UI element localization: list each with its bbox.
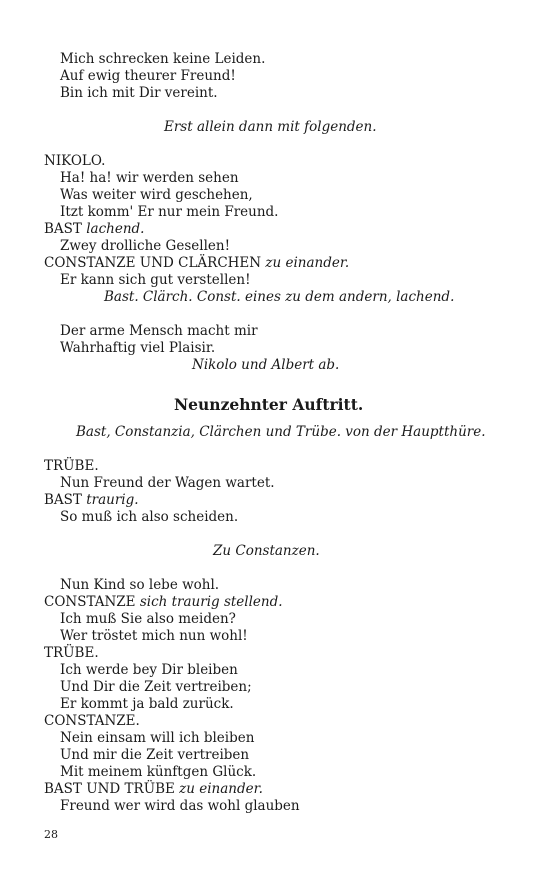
speaker-name: CONSTANZE. [44, 713, 140, 729]
speaker-name: CONSTANZE [44, 594, 136, 610]
stage-direction: Zu Constanzen. [213, 543, 320, 559]
speaker-line [44, 221, 144, 238]
stage-direction: Nikolo und Albert ab. [192, 357, 340, 373]
speaker-name: TRÜBE. [44, 645, 99, 661]
speaker-direction: traurig. [86, 492, 139, 508]
speaker-name: BAST UND TRÜBE [44, 781, 175, 797]
verse-line: Mit meinem künftgen Glück. [60, 764, 257, 780]
speaker-name: CONSTANZE UND CLÄRCHEN [44, 255, 262, 271]
verse-line: Und mir die Zeit vertreiben [60, 747, 250, 763]
speaker-line [44, 492, 139, 509]
verse-line: Er kann sich gut verstellen! [60, 272, 251, 288]
verse-line: Wer tröstet mich nun wohl! [60, 628, 248, 644]
verse-line: Bin ich mit Dir vereint. [60, 85, 218, 101]
speaker-name: BAST [44, 492, 82, 508]
verse-line: Nun Freund der Wagen wartet. [60, 475, 275, 491]
verse-line: Der arme Mensch macht mir [60, 323, 258, 339]
stage-direction: Bast. Clärch. Const. eines zu dem andern, lachend. [104, 289, 455, 305]
verse-line: Auf ewig theurer Freund! [60, 68, 236, 84]
speaker-direction: zu einander. [265, 255, 350, 271]
speaker-direction: lachend. [86, 221, 145, 237]
verse-line: Was weiter wird geschehen, [60, 187, 253, 203]
verse-line: So muß ich also scheiden. [60, 509, 239, 525]
verse-line: Zwey drolliche Gesellen! [60, 238, 230, 254]
verse-line: Ha! ha! wir werden sehen [60, 170, 239, 186]
verse-line: Itzt komm' Er nur mein Freund. [60, 204, 279, 220]
speaker-direction: sich traurig stellend. [139, 594, 283, 610]
speaker-direction: zu einander. [179, 781, 263, 797]
verse-line: Wahrhaftig viel Plaisir. [60, 340, 216, 356]
verse-line: Nun Kind so lebe wohl. [60, 577, 220, 593]
verse-line: Ich werde bey Dir bleiben [60, 662, 238, 678]
verse-line: Er kommt ja bald zurück. [60, 696, 234, 712]
verse-line: Mich schrecken keine Leiden. [60, 51, 266, 67]
speaker-line [44, 255, 349, 272]
speaker-name: BAST [44, 221, 82, 237]
speaker-name: TRÜBE. [44, 458, 99, 474]
scene-cast: Bast, Constanzia, Clärchen und Trübe. von der Hauptthüre. [76, 424, 486, 440]
speaker-line [44, 781, 263, 798]
verse-line: Freund wer wird das wohl glauben [60, 798, 300, 814]
verse-line: Ich muß Sie also meiden? [60, 611, 236, 627]
verse-line: Nein einsam will ich bleiben [60, 730, 255, 746]
scene-heading: Neunzehnter Auftritt. [174, 395, 364, 414]
page-number: 28 [44, 828, 58, 841]
verse-line: Und Dir die Zeit vertreiben; [60, 679, 252, 695]
stage-direction: Erst allein dann mit folgenden. [164, 119, 377, 135]
speaker-name: NIKOLO. [44, 153, 106, 169]
speaker-line [44, 594, 283, 611]
